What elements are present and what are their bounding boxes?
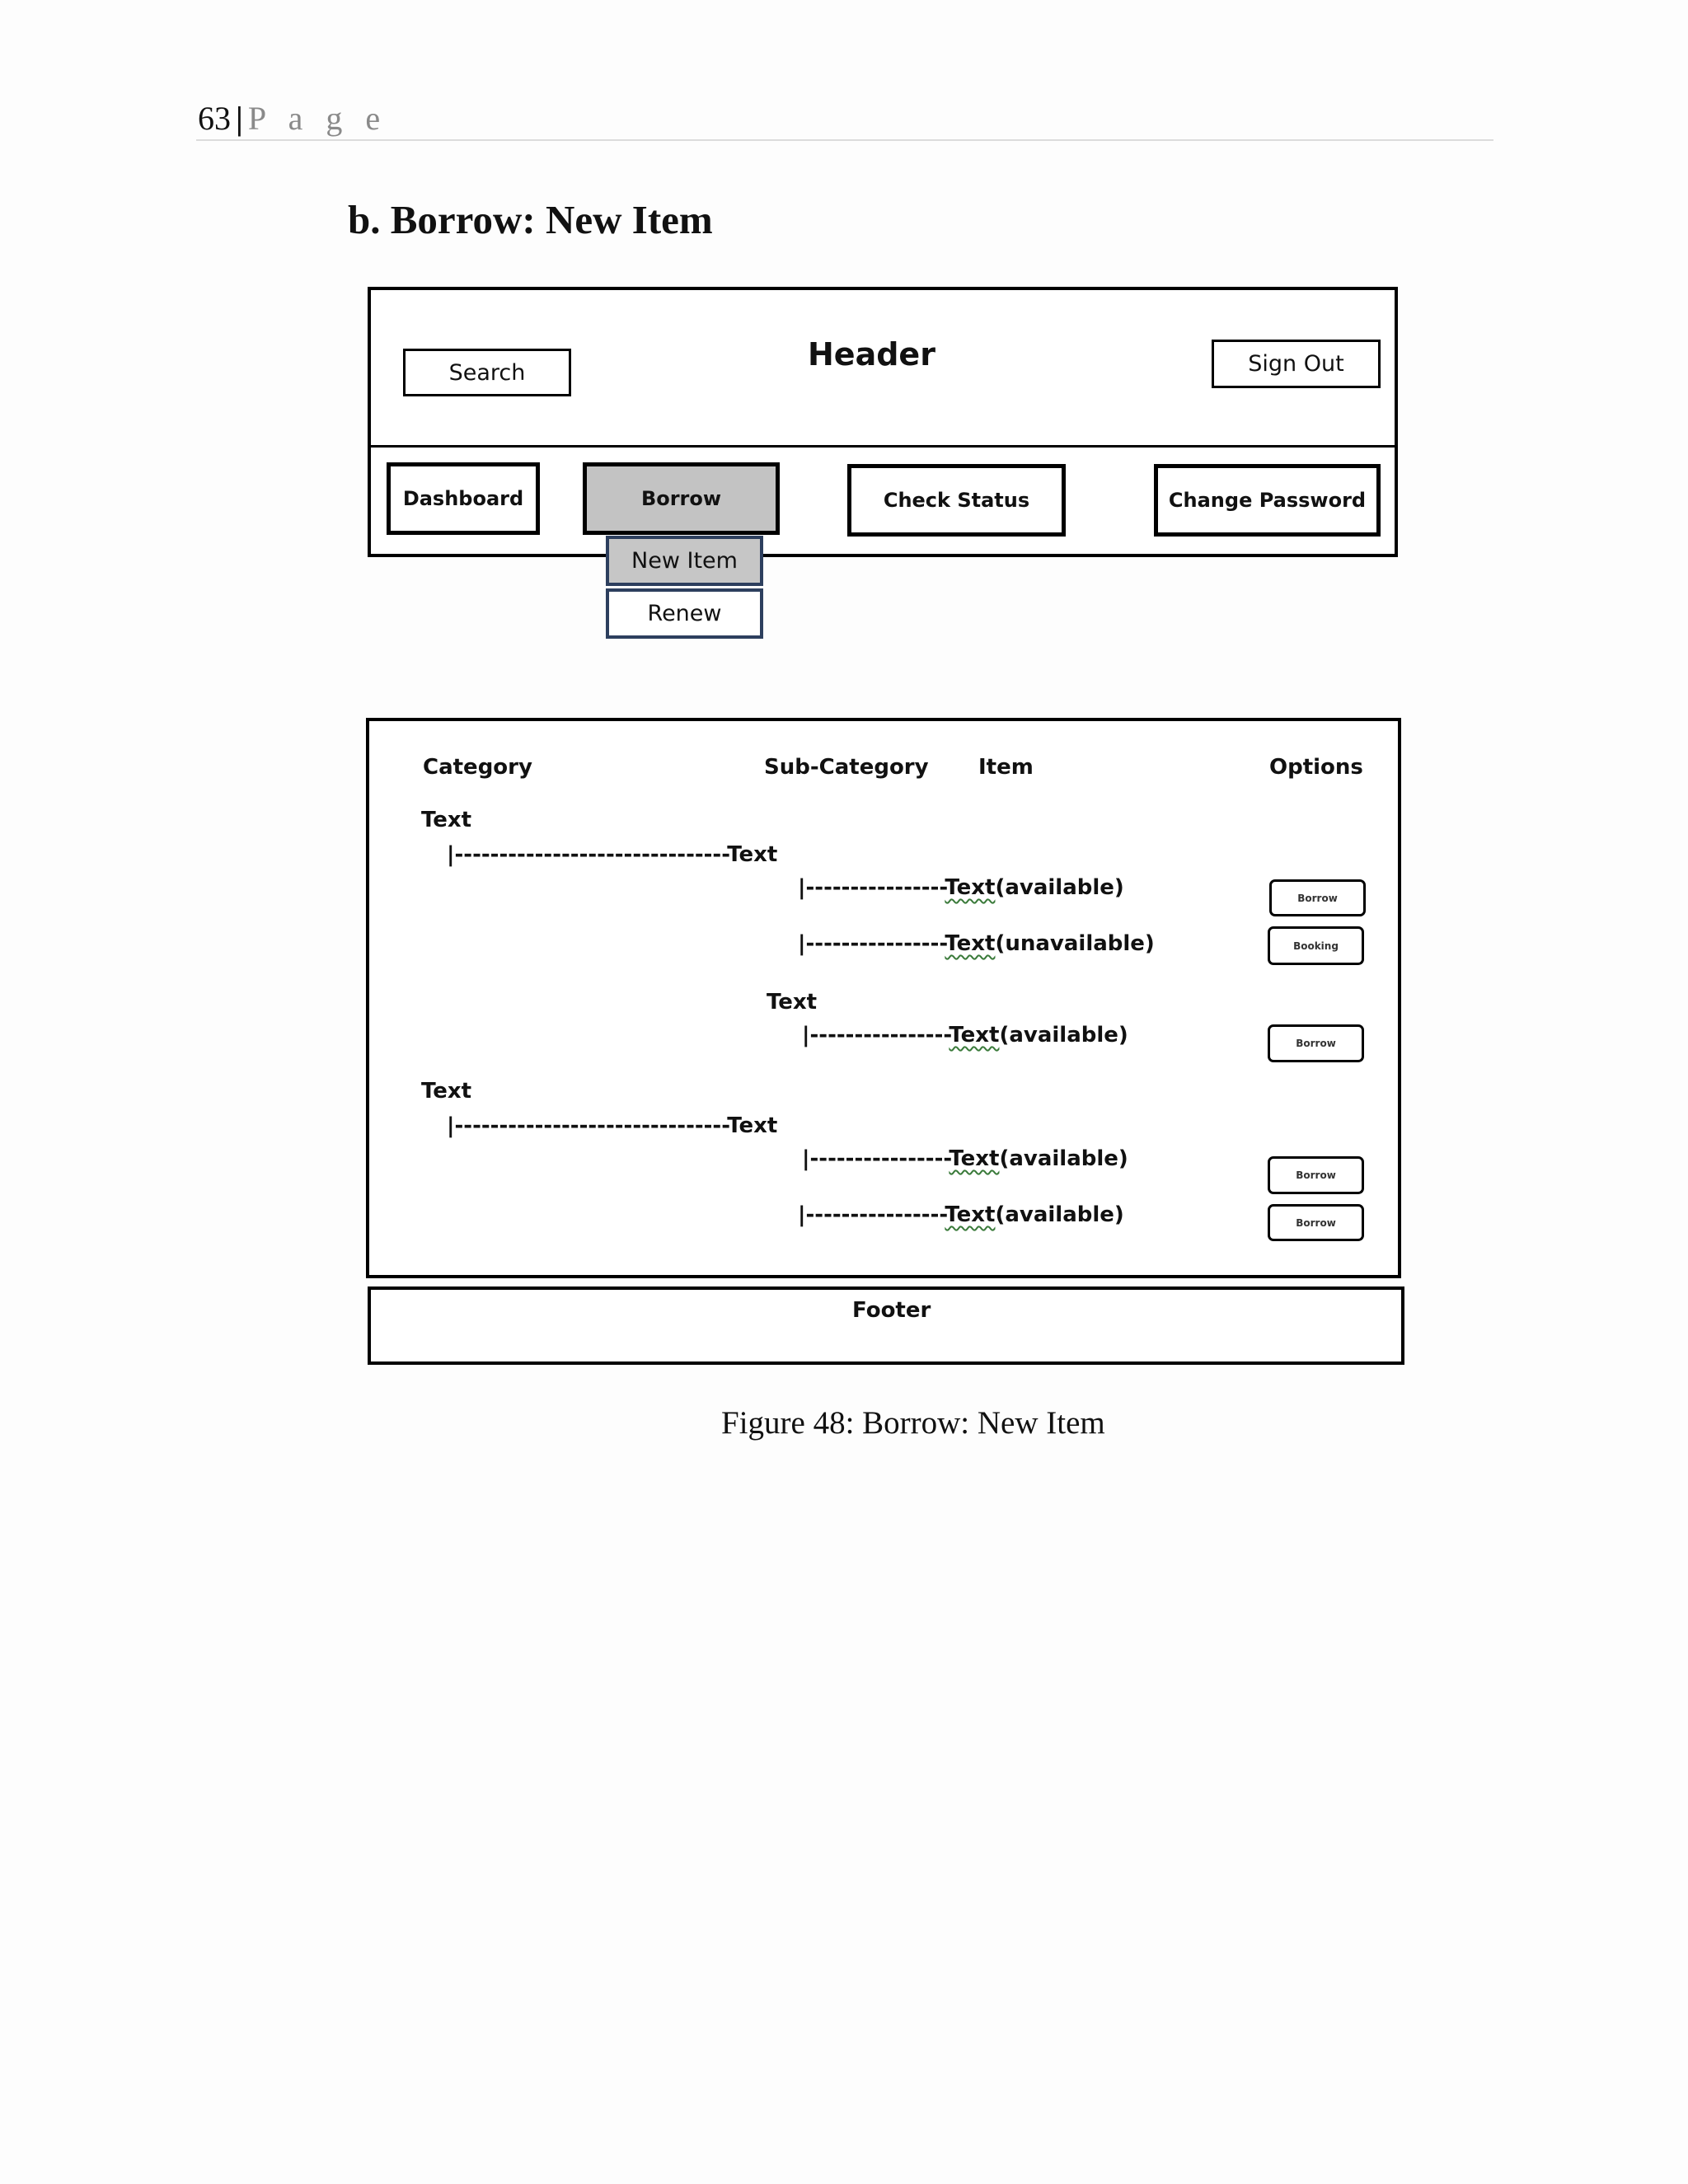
borrow-option-button[interactable]: Borrow [1268, 1024, 1364, 1062]
column-header-sub-category: Sub-Category [764, 755, 929, 780]
tree-connector: |------------------------------- [447, 1113, 728, 1138]
sign-out-button[interactable]: Sign Out [1212, 340, 1381, 388]
section-title: b. Borrow: New Item [348, 197, 713, 242]
figure-caption: Figure 48: Borrow: New Item [721, 1405, 1105, 1441]
booking-option-button[interactable]: Booking [1268, 926, 1364, 965]
subcategory-row [447, 1113, 777, 1138]
item-label: Text [949, 1146, 1000, 1171]
dropdown-renew[interactable]: Renew [606, 588, 763, 639]
dropdown-new-item[interactable]: New Item [606, 536, 763, 586]
item-status: (available) [995, 875, 1124, 900]
borrow-option-button[interactable]: Borrow [1268, 1204, 1364, 1241]
subcategory-row [447, 842, 777, 867]
tree-connector: |---------------- [798, 875, 945, 900]
item-row [802, 1146, 1128, 1171]
search-button[interactable]: Search [403, 349, 571, 396]
wireframe-header-title: Header [808, 336, 935, 373]
item-label: Text [945, 1202, 996, 1227]
column-header-options: Options [1269, 755, 1363, 780]
nav-change-password[interactable]: Change Password [1154, 464, 1381, 537]
wireframe-header-divider [368, 445, 1398, 448]
item-row [802, 1023, 1128, 1047]
item-label: Text [949, 1023, 1000, 1047]
borrow-option-button[interactable]: Borrow [1268, 1156, 1364, 1194]
column-header-category: Category [423, 755, 532, 780]
borrow-option-button[interactable]: Borrow [1269, 879, 1366, 916]
nav-check-status[interactable]: Check Status [847, 464, 1066, 537]
page-number-value: 63 [198, 100, 231, 137]
category-label: Text [421, 1079, 472, 1104]
tree-connector: |------------------------------- [447, 842, 728, 867]
category-label: Text [421, 808, 472, 832]
subcategory-label: Text [767, 990, 818, 1015]
header-rule [196, 139, 1493, 141]
item-row [798, 931, 1155, 956]
item-row [798, 1202, 1124, 1227]
subcategory-label: Text [727, 842, 778, 867]
item-status: (available) [995, 1202, 1124, 1227]
tree-connector: |---------------- [798, 1202, 945, 1227]
item-status: (unavailable) [995, 931, 1155, 956]
nav-dashboard[interactable]: Dashboard [387, 462, 540, 535]
wireframe-content-box [366, 718, 1401, 1278]
page-label: P a g e [247, 100, 388, 137]
footer-label: Footer [852, 1298, 931, 1323]
column-header-item: Item [978, 755, 1034, 780]
item-label: Text [945, 931, 996, 956]
subcategory-label: Text [727, 1113, 778, 1138]
item-label: Text [945, 875, 996, 900]
page-number-separator: | [236, 100, 243, 137]
tree-connector: |---------------- [802, 1146, 950, 1171]
item-row [798, 875, 1124, 900]
tree-connector: |---------------- [802, 1023, 950, 1047]
item-status: (available) [999, 1023, 1128, 1047]
item-status: (available) [999, 1146, 1128, 1171]
page-number [198, 97, 387, 140]
nav-borrow[interactable]: Borrow [583, 462, 780, 535]
tree-connector: |---------------- [798, 931, 945, 956]
